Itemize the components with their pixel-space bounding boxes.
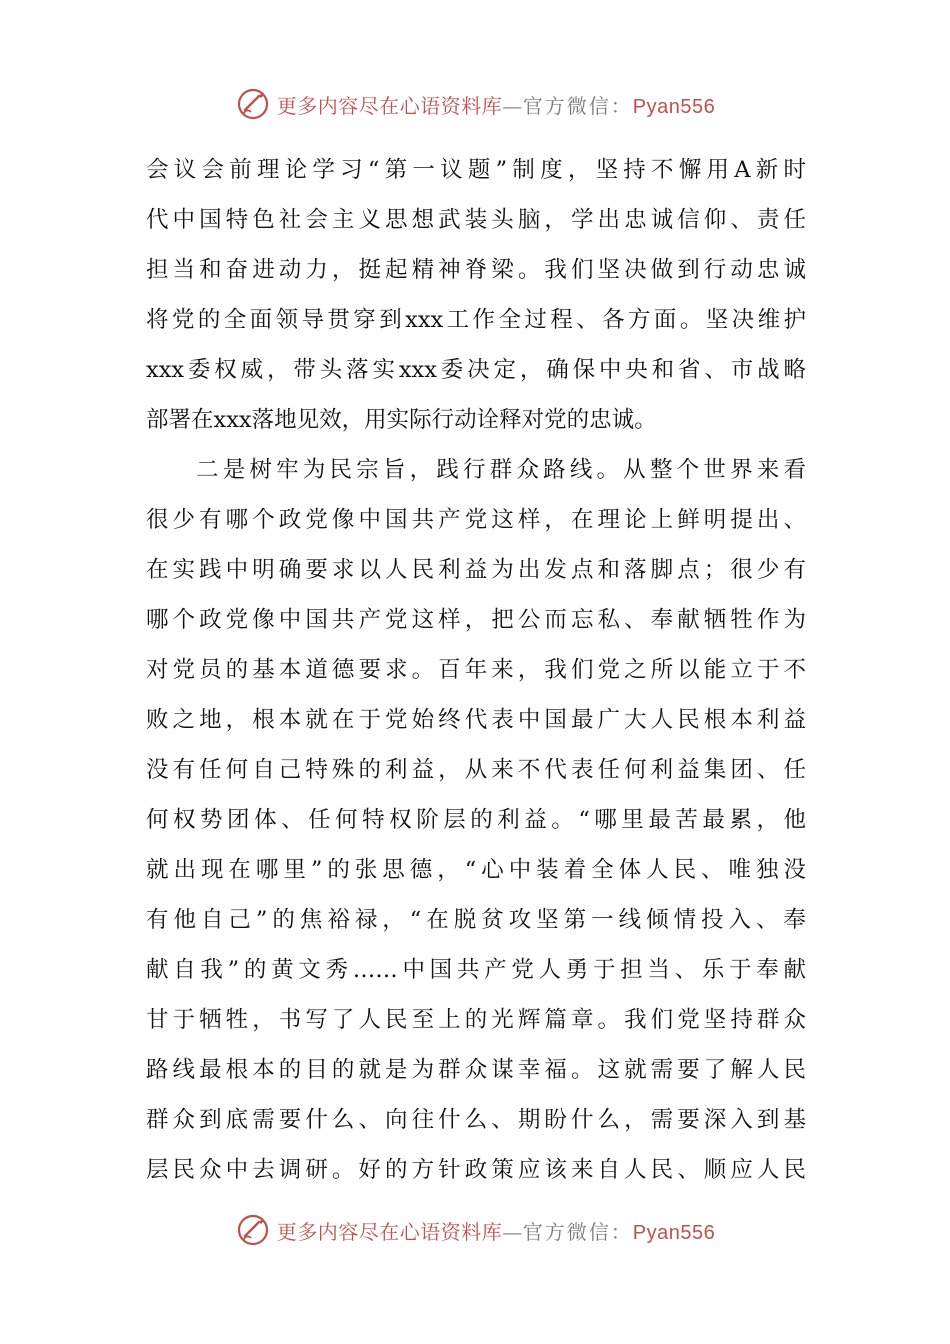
text-line: 甘于牺牲，书写了人民至上的光辉篇章。我们党坚持群众 [146, 1007, 806, 1033]
text-line: 部署在xxx落地见效，用实际行动诠释对党的忠诚。 [146, 407, 657, 433]
text-line: 层民众中去调研。好的方针政策应该来自人民、顺应人民 [146, 1157, 806, 1183]
header-watermark [0, 84, 950, 124]
paragraph-p1 [146, 145, 806, 445]
brand-logo-icon [235, 1212, 271, 1248]
text-line: 败之地，根本就在于党始终代表中国最广大人民根本利益 [146, 707, 806, 733]
text-line: 哪个政党像中国共产党这样，把公而忘私、奉献牺牲作为 [146, 607, 806, 633]
text-line: 何权势团体、任何特权阶层的利益。“哪里最苦最累，他 [146, 807, 806, 833]
text-line: 很少有哪个政党像中国共产党这样，在理论上鲜明提出、 [146, 507, 806, 533]
text-line: 群众到底需要什么、向往什么、期盼什么，需要深入到基 [146, 1107, 806, 1133]
footer-watermark [0, 1210, 950, 1250]
brand-text: 更多内容尽在心语资料库 [276, 93, 503, 118]
dash: — [502, 93, 523, 118]
text-line: 二是树牢为民宗旨，践行群众路线。从整个世界来看 [196, 457, 806, 483]
text-line: xxx委权威，带头落实xxx委决定，确保中央和省、市战略 [146, 357, 806, 383]
text-line: 对党员的基本道德要求。百年来，我们党之所以能立于不 [146, 657, 806, 683]
text-line: 担当和奋进动力，挺起精神脊梁。我们坚决做到行动忠诚 [146, 257, 806, 283]
text-line: 献自我”的黄文秀……中国共产党人勇于担当、乐于奉献 [146, 957, 806, 983]
wechat-label: 官方微信： [522, 93, 633, 118]
dash: — [502, 1219, 523, 1244]
text-line: 在实践中明确要求以人民利益为出发点和落脚点；很少有 [146, 557, 806, 583]
footer-watermark-text [277, 1216, 715, 1245]
text-line: 将党的全面领导贯穿到xxx工作全过程、各方面。坚决维护 [146, 307, 806, 333]
document-body [146, 145, 806, 1195]
text-line: 代中国特色社会主义思想武装头脑，学出忠诚信仰、责任 [146, 207, 806, 233]
brand-logo-icon [235, 86, 271, 122]
text-line: 路线最根本的目的就是为群众谋幸福。这就需要了解人民 [146, 1057, 806, 1083]
wechat-label: 官方微信： [522, 1219, 633, 1244]
text-line: 没有任何自己特殊的利益，从来不代表任何利益集团、任 [146, 757, 806, 783]
brand-text: 更多内容尽在心语资料库 [276, 1219, 503, 1244]
text-line: 有他自己”的焦裕禄，“在脱贫攻坚第一线倾情投入、奉 [146, 907, 806, 933]
text-line: 就出现在哪里”的张思德，“心中装着全体人民、唯独没 [146, 857, 806, 883]
header-watermark-text [277, 90, 715, 119]
wechat-id: Pyan556 [632, 1221, 716, 1244]
wechat-id: Pyan556 [632, 95, 716, 118]
text-line: 会议会前理论学习“第一议题”制度，坚持不懈用A新时 [146, 157, 806, 183]
paragraph-p2 [146, 445, 806, 1195]
